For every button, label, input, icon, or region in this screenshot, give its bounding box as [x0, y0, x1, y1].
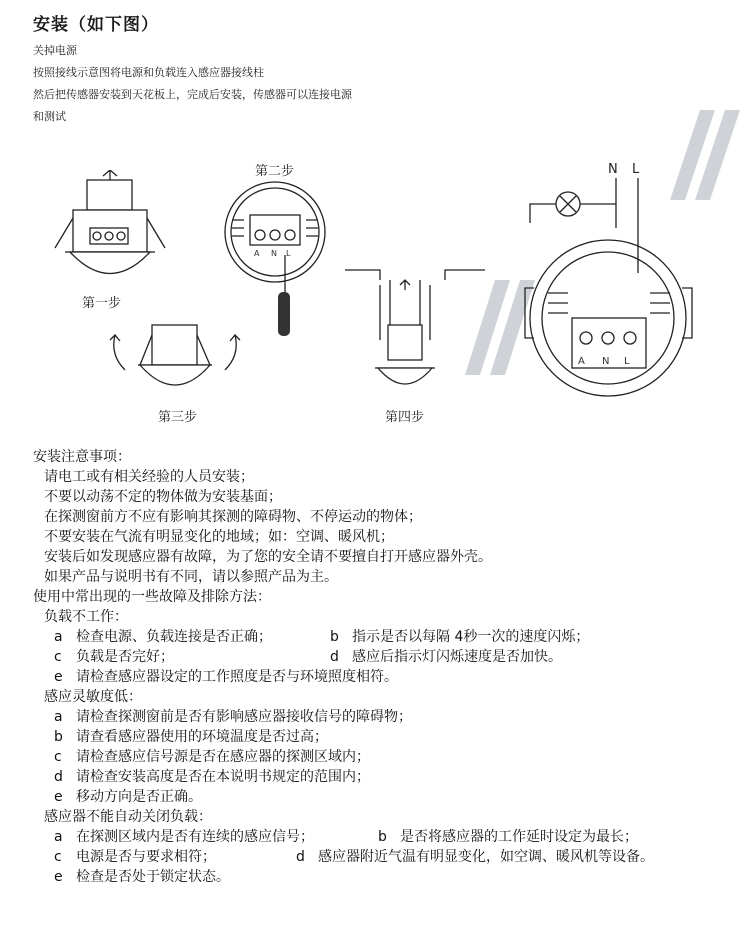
- item-letter: a: [54, 829, 63, 845]
- wire-terminal-a: A: [578, 356, 585, 367]
- note-line-3: 在探测窗前方不应有影响其探测的障碍物、不停运动的物体；: [44, 509, 422, 525]
- intro-line-4: 和测试: [33, 110, 66, 123]
- step4-diagram: [360, 280, 450, 410]
- intro-line-1: 关掉电源: [33, 44, 77, 57]
- item-text: 移动方向是否正确。: [76, 789, 202, 805]
- item-text: 感应后指示灯闪烁速度是否加快。: [352, 649, 562, 665]
- item-letter: d: [54, 769, 63, 785]
- item-letter: b: [378, 829, 387, 845]
- note-line-2: 不要以动荡不定的物体做为安装基面；: [44, 489, 282, 505]
- item-letter: c: [54, 649, 62, 665]
- sensitivity-heading: 感应灵敏度低：: [44, 689, 142, 705]
- no-off-item-d: [296, 846, 654, 866]
- wiring-diagram: [520, 178, 700, 403]
- item-letter: c: [54, 849, 62, 865]
- wire-terminal-n: N: [602, 356, 610, 367]
- step2-terminal-a: A: [254, 249, 260, 258]
- item-letter: e: [54, 869, 63, 885]
- item-letter: e: [54, 669, 63, 685]
- sensitivity-item-b: [54, 726, 328, 746]
- item-text: 负载是否完好；: [76, 649, 174, 665]
- item-text: 请检查安装高度是否在本说明书规定的范围内；: [76, 769, 370, 785]
- step2-terminal-l: L: [286, 249, 291, 258]
- item-text: 在探测区域内是否有连续的感应信号；: [76, 829, 314, 845]
- step1-diagram: [45, 170, 175, 295]
- troubleshoot-heading: 使用中常出现的一些故障及排除方法：: [33, 589, 271, 605]
- page-title: 安装（如下图）: [33, 15, 159, 35]
- note-line-1: 请电工或有相关经验的人员安装；: [44, 469, 254, 485]
- no-work-heading: 负载不工作：: [44, 609, 128, 625]
- sensitivity-item-a: [54, 706, 412, 726]
- step3-diagram: [100, 315, 250, 415]
- step3-label: 第三步: [158, 410, 198, 425]
- notes-heading: 安装注意事项：: [33, 449, 131, 465]
- item-letter: e: [54, 789, 63, 805]
- item-text: 指示是否以每隔 4秒一次的速度闪烁；: [352, 629, 590, 645]
- step2-label: 第二步: [255, 164, 295, 179]
- item-text: 检查是否处于锁定状态。: [76, 869, 230, 885]
- no-off-item-b: [378, 826, 638, 846]
- item-text: 电源是否与要求相符；: [76, 849, 216, 865]
- no-off-item-c: [54, 846, 216, 866]
- no-work-item-d: [330, 646, 562, 666]
- item-text: 感应器附近气温有明显变化，如空调、暖风机等设备。: [318, 849, 654, 865]
- intro-line-2: 按照接线示意图将电源和负载连入感应器接线柱: [33, 66, 264, 79]
- item-text: 请检查感应器设定的工作照度是否与环境照度相符。: [76, 669, 398, 685]
- note-line-5: 安装后如发现感应器有故障，为了您的安全请不要擅自打开感应器外壳。: [44, 549, 492, 565]
- item-letter: c: [54, 749, 62, 765]
- note-line-4: 不要安装在气流有明显变化的地域；如：空调、暖风机；: [44, 529, 394, 545]
- sensitivity-item-e: [54, 786, 202, 806]
- step4-label: 第四步: [385, 410, 425, 425]
- item-text: 请检查感应信号源是否在感应器的探测区域内；: [76, 749, 370, 765]
- intro-line-3: 然后把传感器安装到天花板上，完成后安装，传感器可以连接电源: [33, 88, 352, 101]
- no-work-item-c: [54, 646, 174, 666]
- no-work-item-e: [54, 666, 398, 686]
- item-text: 请查看感应器使用的环境温度是否过高；: [76, 729, 328, 745]
- item-letter: b: [330, 629, 339, 645]
- item-letter: d: [296, 849, 305, 865]
- item-letter: a: [54, 709, 63, 725]
- no-work-item-b: [330, 626, 589, 646]
- item-letter: b: [54, 729, 63, 745]
- no-off-heading: 感应器不能自动关闭负载：: [44, 809, 212, 825]
- sensitivity-item-d: [54, 766, 370, 786]
- step1-label: 第一步: [82, 296, 122, 311]
- sensitivity-item-c: [54, 746, 370, 766]
- no-work-item-a: [54, 626, 272, 646]
- no-off-item-a: [54, 826, 314, 846]
- wire-terminal-l: L: [624, 356, 630, 367]
- note-line-6: 如果产品与说明书有不同，请以参照产品为主。: [44, 569, 338, 585]
- item-text: 是否将感应器的工作延时设定为最长；: [400, 829, 638, 845]
- item-text: 检查电源、负载连接是否正确；: [76, 629, 272, 645]
- wire-label-n: N: [608, 162, 618, 177]
- item-letter: d: [330, 649, 339, 665]
- item-text: 请检查探测窗前是否有影响感应器接收信号的障碍物；: [76, 709, 412, 725]
- no-off-item-e: [54, 866, 230, 886]
- item-letter: a: [54, 629, 63, 645]
- wire-label-l: L: [632, 162, 640, 177]
- step2-terminal-n: N: [271, 249, 277, 258]
